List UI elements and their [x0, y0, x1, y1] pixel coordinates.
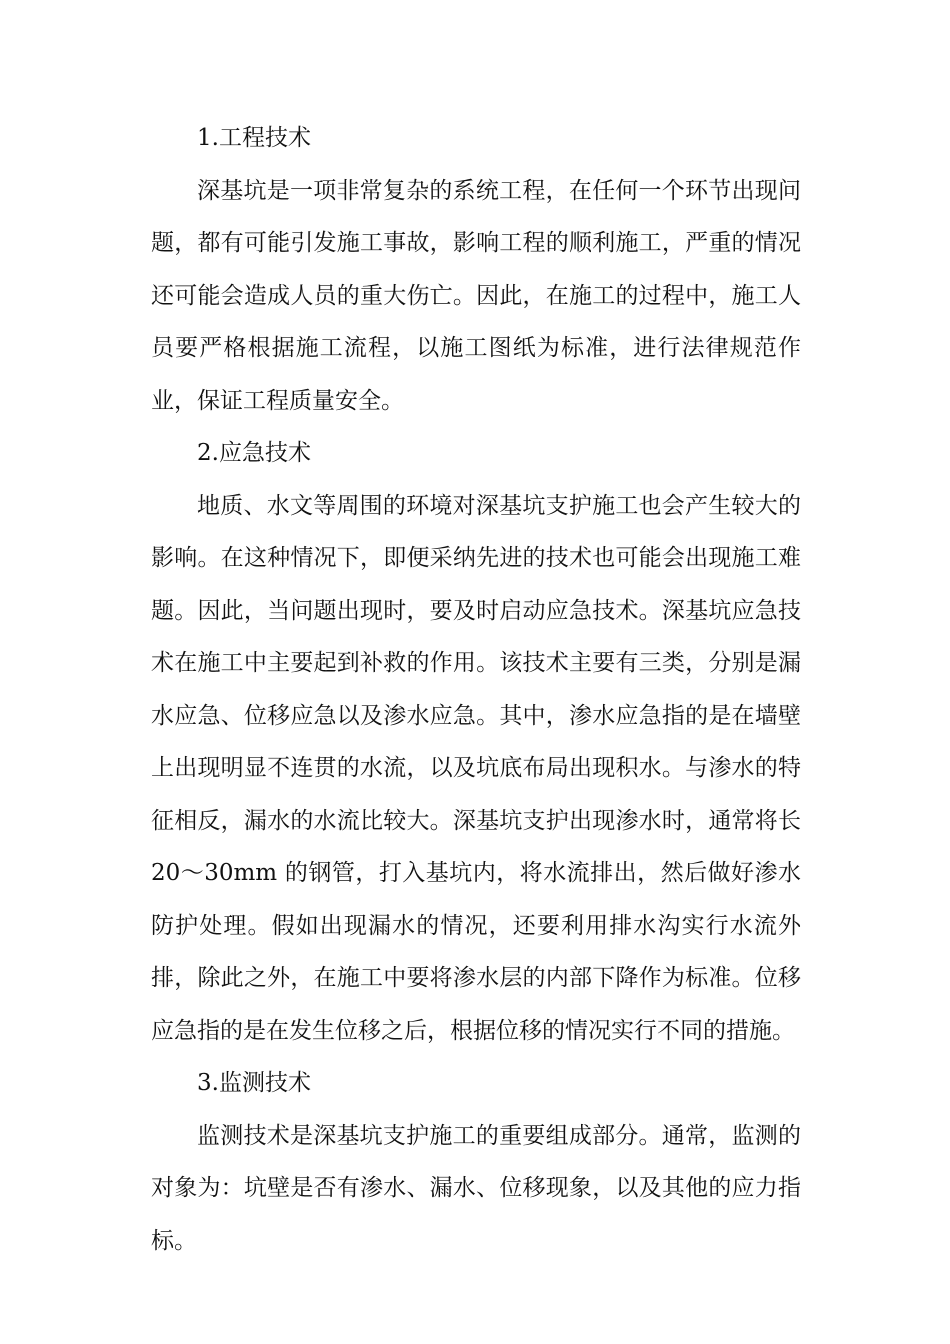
section-heading-emergency: 2.应急技术 [197, 440, 311, 466]
paragraph-emergency: 地质、水文等周围的环境对深基坑支护施工也会产生较大的影响。在这种情况下，即便采纳先进的技术也可能会出现施工难题。因此，当问题出现时，要及时启动应急技术。深基坑应急技术在施工中主要起到补救的作用。该技术主要有三类，分别是漏水应急、位移应急以及渗水应急。其中，渗水应急指的是在墙壁上出现明显不连贯的水流，以及坑底布局出现积水。与渗水的特征相反，漏水的水流比较大。深基坑支护出现渗水时，通常将长 20～30mm 的钢管，打入基坑内，将水流排出，然后做好渗水防护处理。假如出现漏水的情况，还要利用排水沟实行水流外排，除此之外，在施工中要将渗水层的内部下降作为标准。位移应急指的是在发生位移之后，根据位移的情况实行不同的措施。 [151, 492, 801, 1044]
paragraph-monitoring: 监测技术是深基坑支护施工的重要组成部分。通常，监测的对象为：坑壁是否有渗水、漏水、位移现象，以及其他的应力指标。 [151, 1122, 801, 1254]
section-heading-monitoring: 3.监测技术 [197, 1070, 311, 1096]
paragraph-engineering: 深基坑是一项非常复杂的系统工程，在任何一个环节出现问题，都有可能引发施工事故，影响工程的顺利施工，严重的情况还可能会造成人员的重大伤亡。因此，在施工的过程中，施工人员要严格根据施工流程，以施工图纸为标准，进行法律规范作业，保证工程质量安全。 [151, 177, 801, 414]
document-body [151, 112, 801, 1267]
section-heading-engineering: 1.工程技术 [197, 125, 311, 151]
